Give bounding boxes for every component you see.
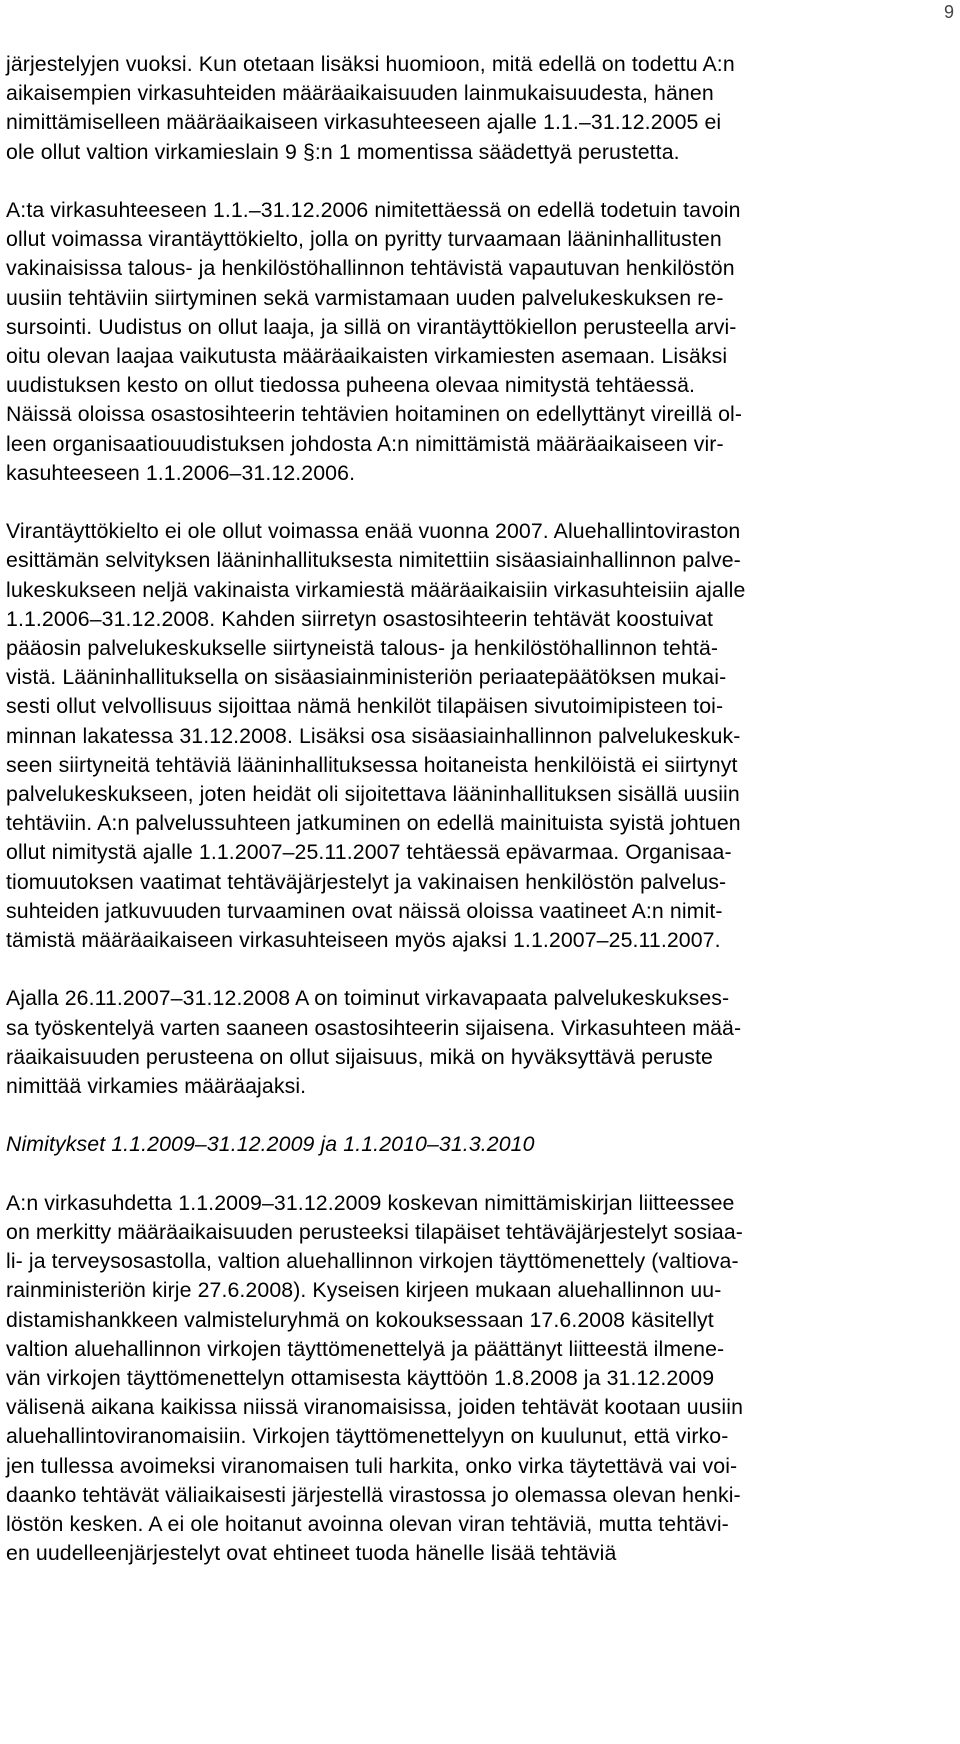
paragraph-2: A:ta virkasuhteeseen 1.1.–31.12.2006 nimitettäessä on edellä todetuin tavoin ollut voimassa virantäyttökielto, jolla on pyritty turvaamaan lääninhallitusten vakinaisissa talous- ja henkilöstöhallinnon tehtävistä vapautuvan henkilöstön uusiin tehtäviin siirtyminen sekä varmistamaan uuden palvelukeskuksen re- sursointi. Uudistus on ollut laaja, ja sillä on virantäyttökiellon perusteella arvi- oitu olevan laajaa vaikutusta määräaikaisten virkamiesten asemaan. Lisäksi uudistuksen kesto on ollut tiedossa puheena olevaa nimitystä tehtäessä. Näissä oloissa osastosihteerin tehtävien hoitaminen on edellyttänyt vireillä ol- leen organisaatiouudistuksen johdosta A:n nimittämistä määräaikaiseen vir- kasuhteeseen 1.1.2006–31.12.2006. [6, 198, 743, 485]
section-heading: Nimitykset 1.1.2009–31.12.2009 ja 1.1.2010–31.3.2010 [6, 1132, 535, 1157]
paragraph-3: Virantäyttökielto ei ole ollut voimassa enää vuonna 2007. Aluehallintoviraston esittämän selvityksen lääninhallituksesta nimitettiin sisäasiainhallinnon palve- lukeskukseen neljä vakinaista virkamiestä määräaikaisiin virkasuhteisiin ajalle 1.1.2006–31.12.2008. Kahden siirretyn osastosihteerin tehtävät koostuivat pääosin palvelukeskukselle siirtyneistä talous- ja henkilöstöhallinnon tehtä- vistä. Lääninhallituksella on sisäasiainministeriön periaatepäätöksen mukai- sesti ollut velvollisuus sijoittaa nämä henkilöt tilapäisen sivutoimipisteen toi- minnan lakatessa 31.12.2008. Lisäksi osa sisäasiainhallinnon palvelukeskuk- seen siirtyneitä tehtäviä lääninhallituksessa hoitaneista henkilöistä ei siirtynyt palvelukeskukseen, joten heidät oli sijoitettava lääninhallituksen sisällä uusiin tehtäviin. A:n palvelussuhteen jatkuminen on edellä mainituista syistä johtuen ollut nimitystä ajalle 1.1.2007–25.11.2007 tehtäessä epävarmaa. Organisaa- tiomuutoksen vaatimat tehtäväjärjestelyt ja vakinaisen henkilöstön palvelus- suhteiden jatkuvuuden turvaaminen ovat näissä oloissa vaatineet A:n nimit- tämistä määräaikaiseen virkasuhteiseen myös ajaksi 1.1.2007–25.11.2007. [6, 519, 746, 953]
paragraph-1: järjestelyjen vuoksi. Kun otetaan lisäksi huomioon, mitä edellä on todettu A:n aikaisempien virkasuhteiden määräaikaisuuden lainmukaisuudesta, hänen nimittämiselleen määräaikaiseen virkasuhteeseen ajalle 1.1.–31.12.2005 ei ole ollut valtion virkamieslain 9 §:n 1 momentissa säädettyä perustetta. [6, 52, 735, 164]
paragraph-5: A:n virkasuhdetta 1.1.2009–31.12.2009 koskevan nimittämiskirjan liitteessee on merkitty määräaikaisuuden perusteeksi tilapäiset tehtäväjärjestelyt sosiaa- li- ja terveysosastolla, valtion aluehallinnon virkojen täyttömenettely (valtiova- rainministeriön kirje 27.6.2008). Kyseisen kirjeen mukaan aluehallinnon uu- distamishankkeen valmisteluryhmä on kokouksessaan 17.6.2008 käsitellyt valtion aluehallinnon virkojen täyttömenettelyä ja päättänyt liitteestä ilmene- vän virkojen täyttömenettelyn ottamisesta käyttöön 1.8.2008 ja 31.12.2009 välisenä aikana kaikissa niissä viranomaisissa, joiden tehtävät kootaan uusiin aluehallintoviranomaisiin. Virkojen täyttömenettelyyn on kuulunut, että virko- jen tullessa avoimeksi viranomaisen tuli harkita, onko virka täytettävä vai voi- daanko tehtävät väliaikaisesti järjestellä virastossa jo olemassa olevan henki- löstön kesken. A ei ole hoitanut avoinna olevan viran tehtäviä, mutta tehtävi- en uudelleenjärjestelyt ovat ehtineet tuoda hänelle lisää tehtäviä [6, 1190, 744, 1566]
paragraph-4: Ajalla 26.11.2007–31.12.2008 A on toiminut virkavapaata palvelukeskukses- sa työskentelyä varten saaneen osastosihteerin sijaisena. Virkasuhteen mää- räaikaisuuden perusteena on ollut sijaisuus, mikä on hyväksyttävä peruste nimittää virkamies määräajaksi. [6, 986, 742, 1099]
document-body [6, 50, 954, 1598]
page-number: 9 [943, 2, 954, 22]
